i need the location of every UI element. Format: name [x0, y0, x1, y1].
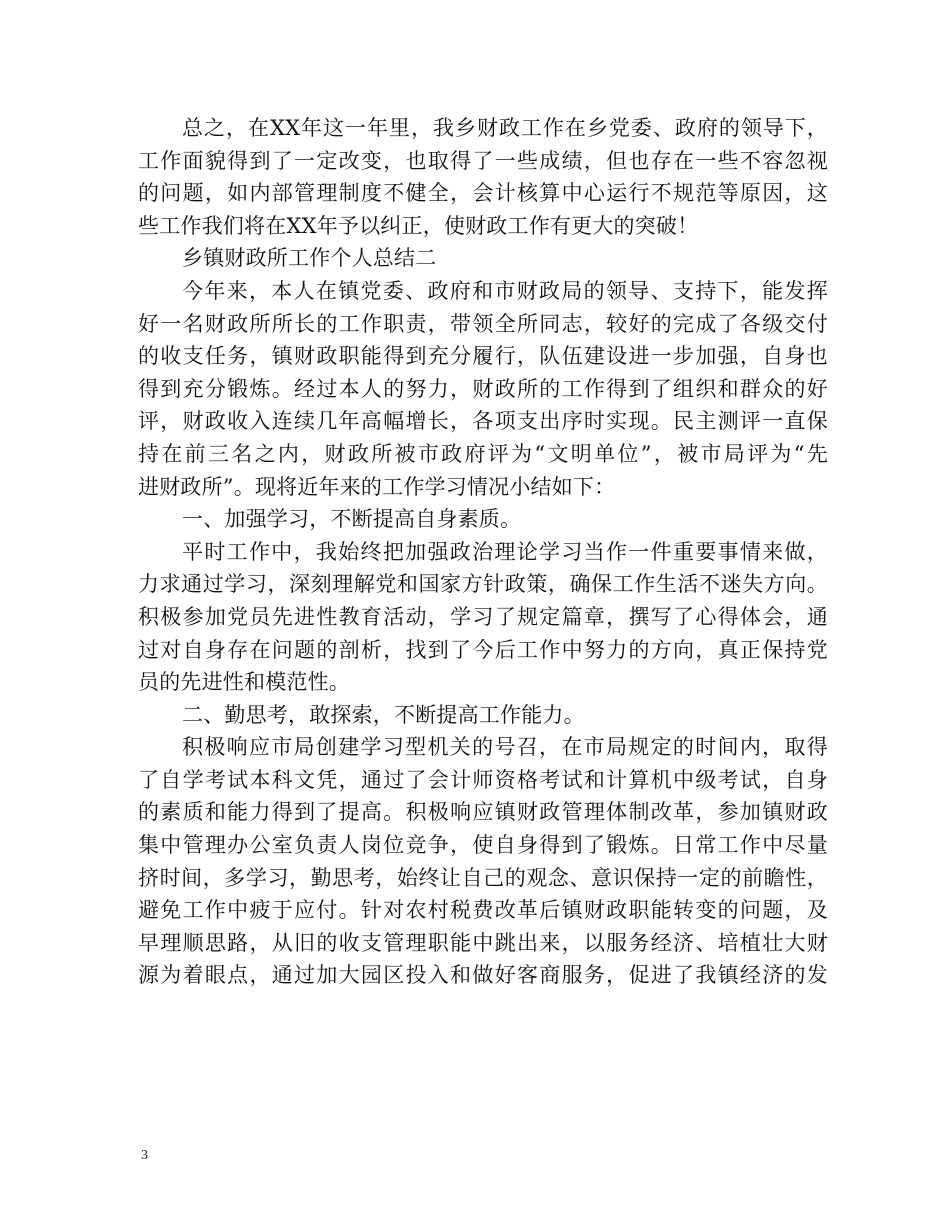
text-line: 过对自身存在问题的剖析，找到了今后工作中努力的方向，真正保持党: [138, 637, 828, 662]
text-line: 挤时间，多学习，勤思考，始终让自己的观念、意识保持一定的前瞻性，: [138, 865, 828, 890]
text-line: 总之，在XX年这一年里，我乡财政工作在乡党委、政府的领导下，: [182, 116, 828, 140]
text-line: 的素质和能力得到了提高。积极响应镇财政管理体制改革，参加镇财政: [138, 800, 828, 825]
text-line: 积极响应市局创建学习型机关的号召，在市局规定的时间内，取得: [182, 735, 828, 760]
text-line: 今年来，本人在镇党委、政府和市财政局的领导、支持下，能发挥: [182, 278, 828, 303]
text-line: 工作面貌得到了一定改变，也取得了一些成绩，但也存在一些不容忽视: [138, 148, 828, 173]
text-line: 二、勤思考，敢探索，不断提高工作能力。: [182, 702, 585, 727]
text-line: 的收支任务，镇财政职能得到充分履行，队伍建设进一步加强，自身也: [138, 344, 828, 369]
page-number: 3: [141, 1148, 148, 1163]
text-line: 好一名财政所所长的工作职责，带领全所同志，较好的完成了各级交付: [138, 311, 828, 336]
text-line: 些工作我们将在XX年予以纠正，使财政工作有更大的突破！: [138, 213, 699, 238]
text-line: 了自学考试本科文凭，通过了会计师资格考试和计算机中级考试，自身: [138, 767, 828, 792]
document-body: [138, 112, 828, 992]
text-line: 避免工作中疲于应付。针对农村税费改革后镇财政职能转变的问题，及: [138, 898, 828, 923]
text-line: 一、加强学习，不断提高自身素质。: [182, 507, 522, 532]
text-line: 评，财政收入连续几年高幅增长，各项支出序时实现。民主测评一直保: [138, 409, 828, 434]
text-line: 积极参加党员先进性教育活动，学习了规定篇章，撰写了心得体会，通: [138, 604, 828, 629]
text-line: 员的先进性和模范性。: [138, 670, 350, 695]
text-line: 进财政所”。现将近年来的工作学习情况小结如下：: [138, 474, 616, 499]
text-line: 的问题，如内部管理制度不健全，会计核算中心运行不规范等原因，这: [138, 181, 828, 206]
text-line: 力求通过学习，深刻理解党和国家方针政策，确保工作生活不迷失方向。: [138, 572, 828, 597]
text-line: 集中管理办公室负责人岗位竞争，使自身得到了锻炼。日常工作中尽量: [138, 833, 828, 858]
text-line: 平时工作中，我始终把加强政治理论学习当作一件重要事情来做，: [182, 539, 828, 564]
text-line: 得到充分锻炼。经过本人的努力，财政所的工作得到了组织和群众的好: [138, 376, 828, 401]
text-line: 早理顺思路，从旧的收支管理职能中跳出来，以服务经济、培植壮大财: [138, 930, 828, 955]
text-line: 持在前三名之内，财政所被市政府评为“文明单位”，被市局评为“先: [138, 441, 828, 466]
text-line: 源为着眼点，通过加大园区投入和做好客商服务，促进了我镇经济的发: [138, 963, 828, 988]
text-line: 乡镇财政所工作个人总结二: [182, 246, 437, 271]
